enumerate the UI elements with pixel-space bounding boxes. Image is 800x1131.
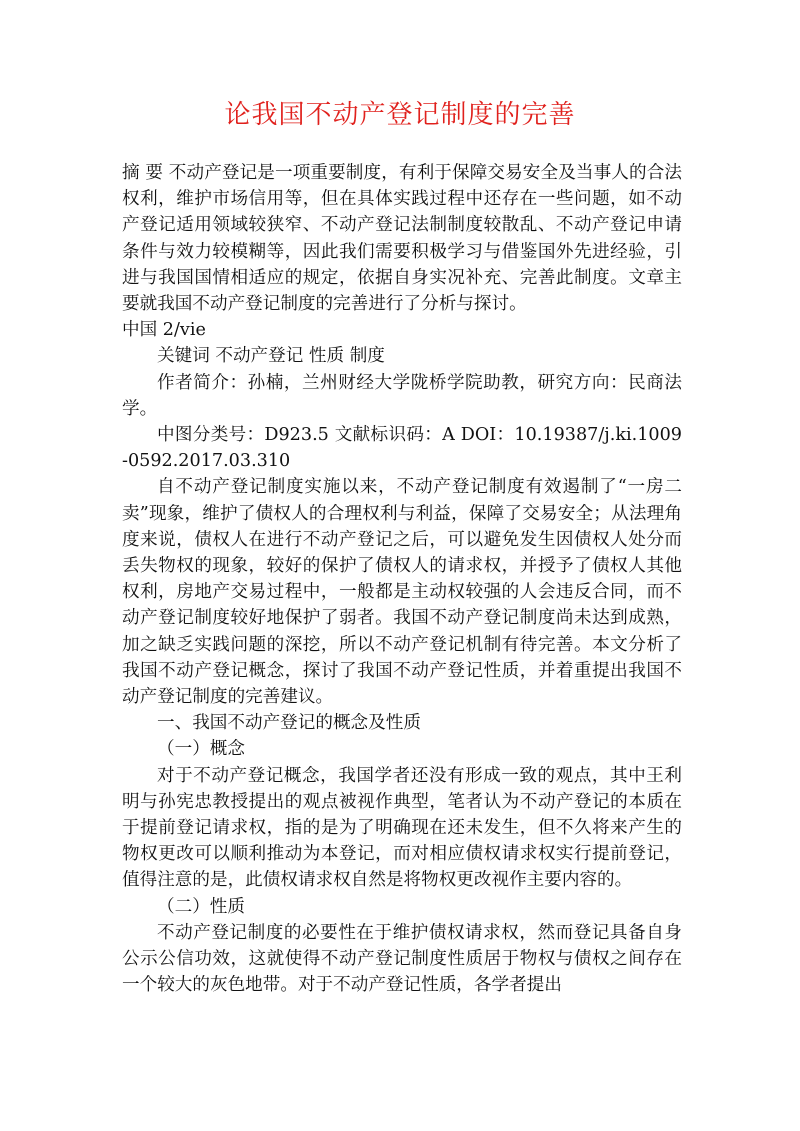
concept-paragraph: 对于不动产登记概念，我国学者还没有形成一致的观点，其中王利明与孙宪忠教授提出的观点被视作典型，笔者认为不动产登记的本质在于提前登记请求权，指的是为了明确现在还未发生，但不久将来产生的物权更改可以顺利推动为本登记，而对相应债权请求权实行提前登记，值得注意的是，此债权请求权自然是将物权更改视作主要内容的。 (122, 765, 682, 891)
author-info: 作者简介：孙楠，兰州财经大学陇桥学院助教，研究方向：民商法学。 (122, 372, 682, 419)
nature-paragraph: 不动产登记制度的必要性在于维护债权请求权，然而登记具备自身公示公信功效，这就使得不动产登记制度性质居于物权与债权之间存在一个较大的灰色地带。对于不动产登记性质，各学者提出 (122, 922, 682, 996)
document-body (122, 160, 682, 999)
intro-paragraph: 自不动产登记制度实施以来，不动产登记制度有效遏制了“一房二卖”现象，维护了债权人的合理权利与利益，保障了交易安全；从法理角度来说，债权人在进行不动产登记之后，可以避免发生因债权人处分而丢失物权的现象，较好的保护了债权人的请求权，并授予了债权人其他权利，房地产交易过程中，一般都是主动权较强的人会违反合同，而不动产登记制度较好地保护了弱者。我国不动产登记制度尚未达到成熟，加之缺乏实践问题的深挖，所以不动产登记机制有待完善。本文分析了我国不动产登记概念，探讨了我国不动产登记性质，并着重提出我国不动产登记制度的完善建议。 (122, 477, 682, 708)
code-line: 中国 2/vie (122, 320, 206, 341)
section-heading: 一、我国不动产登记的概念及性质 (157, 713, 421, 734)
subsection-heading-nature: （二）性质 (157, 896, 245, 917)
keywords-line: 关键词 不动产登记 性质 制度 (157, 346, 385, 367)
abstract-paragraph: 摘 要 不动产登记是一项重要制度，有利于保障交易安全及当事人的合法权利，维护市场信用等，但在具体实践过程中还存在一些问题，如不动产登记适用领域较狭窄、不动产登记法制制度较散乱、不动产登记申请条件与效力较模糊等，因此我们需要积极学习与借鉴国外先进经验，引进与我国国情相适应的规定，依据自身实况补充、完善此制度。文章主要就我国不动产登记制度的完善进行了分析与探讨。 (122, 163, 682, 315)
subsection-heading-concept: （一）概念 (157, 739, 245, 760)
classification-info: 中图分类号：D923.5 文献标识码：A DOI：10.19387/j.ki.1009-0592.2017.03.310 (122, 425, 682, 472)
document-title: 论我国不动产登记制度的完善 (224, 100, 576, 130)
